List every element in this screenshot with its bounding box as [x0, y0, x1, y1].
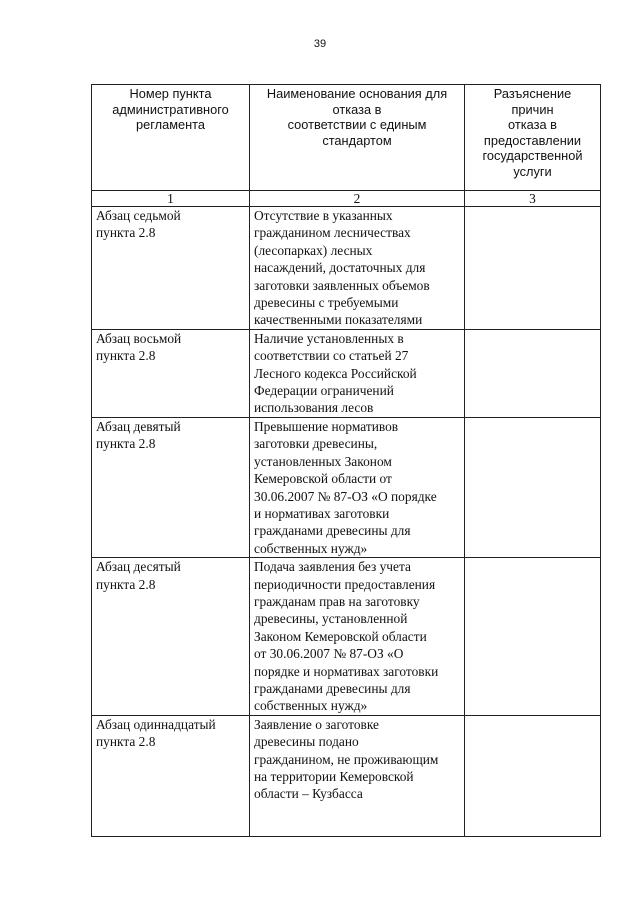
header-refusal-ground: Наименование основания для отказа в соответствии с единым стандартом: [250, 85, 465, 191]
reason-cell: Подача заявления без учета периодичности предоставления гражданам прав на заготовку древесины, установленной Законом Кемеровской области от 30.06.2007 № 87-ОЗ «О порядке и нормативах заготовки гражданами древесины для собственных нужд»: [250, 558, 465, 716]
table-header-row: [92, 85, 601, 191]
clause-cell: Абзац восьмой пункта 2.8: [92, 329, 250, 417]
table-row: [92, 715, 601, 836]
explanation-cell: [465, 207, 601, 330]
column-number: 1: [92, 191, 250, 207]
header-clause-number: Номер пункта административного регламента: [92, 85, 250, 191]
column-number: 2: [250, 191, 465, 207]
page-number: 39: [313, 38, 327, 50]
refusal-grounds-table: [91, 84, 601, 837]
table-row: [92, 329, 601, 417]
reason-cell: Отсутствие в указанных гражданином лесничествах (лесопарках) лесных насаждений, достаточных для заготовки заявленных объемов древесины с требуемыми качественными показателями: [250, 207, 465, 330]
table-row: [92, 207, 601, 330]
explanation-cell: [465, 417, 601, 557]
clause-cell: Абзац одиннадцатый пункта 2.8: [92, 715, 250, 836]
explanation-cell: [465, 715, 601, 836]
table-row: [92, 558, 601, 716]
header-refusal-explanation: Разъяснение причин отказа в предоставлении государственной услуги: [465, 85, 601, 191]
column-number-row: [92, 191, 601, 207]
clause-cell: Абзац десятый пункта 2.8: [92, 558, 250, 716]
explanation-cell: [465, 558, 601, 716]
table-row: [92, 417, 601, 557]
column-number: 3: [465, 191, 601, 207]
reason-cell: Наличие установленных в соответствии со статьей 27 Лесного кодекса Российской Федерации ограничений использования лесов: [250, 329, 465, 417]
clause-cell: Абзац девятый пункта 2.8: [92, 417, 250, 557]
reason-cell: Превышение нормативов заготовки древесины, установленных Законом Кемеровской области от 30.06.2007 № 87-ОЗ «О порядке и нормативах заготовки гражданами древесины для собственных нужд»: [250, 417, 465, 557]
clause-cell: Абзац седьмой пункта 2.8: [92, 207, 250, 330]
reason-cell: Заявление о заготовке древесины подано гражданином, не проживающим на территории Кемеровской области – Кузбасса: [250, 715, 465, 836]
explanation-cell: [465, 329, 601, 417]
